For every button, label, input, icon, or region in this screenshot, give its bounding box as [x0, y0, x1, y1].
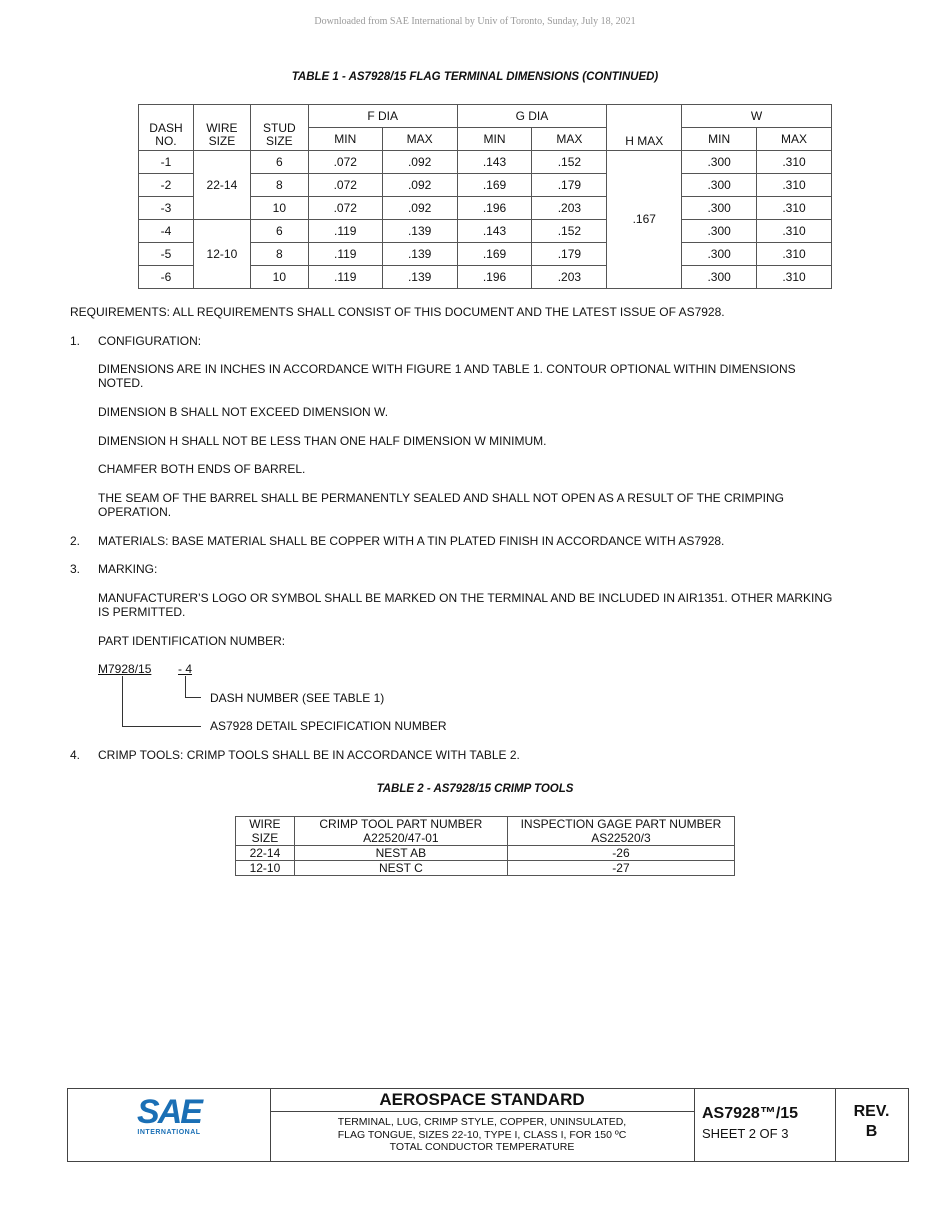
- header-h-max: H MAX: [607, 105, 682, 151]
- stud-cell: 10: [250, 266, 308, 289]
- header-inspection-gage: INSPECTION GAGE PART NUMBER AS22520/3: [507, 817, 734, 846]
- table-row: [139, 220, 832, 243]
- w-max-cell: .310: [757, 151, 832, 174]
- w-min-cell: .300: [682, 151, 757, 174]
- f-min-cell: .119: [308, 266, 382, 289]
- g-min-cell: .169: [457, 174, 532, 197]
- g-max-cell: .179: [532, 243, 607, 266]
- document-description: TERMINAL, LUG, CRIMP STYLE, COPPER, UNINSULATED, FLAG TONGUE, SIZES 22-10, TYPE I, CLASS I, FOR 150 ºC TOTAL CONDUCTOR TEMPERATURE: [337, 1116, 627, 1153]
- title-block: [67, 1088, 909, 1162]
- header-f-dia: F DIA: [308, 105, 457, 128]
- table-row: [236, 846, 735, 861]
- section-1-paragraph: CHAMFER BOTH ENDS OF BARREL.: [98, 462, 306, 476]
- crimp-tool-cell: NEST C: [294, 861, 507, 876]
- header-min: MIN: [457, 128, 532, 151]
- section-4-number: 4.: [70, 748, 81, 762]
- g-min-cell: .143: [457, 151, 532, 174]
- title-cell: [270, 1089, 695, 1161]
- f-max-cell: .092: [382, 197, 457, 220]
- dash-cell: -1: [139, 151, 194, 174]
- dash-number-label: DASH NUMBER (SEE TABLE 1): [210, 691, 385, 705]
- w-max-cell: .310: [757, 243, 832, 266]
- w-max-cell: .310: [757, 174, 832, 197]
- spec-leader-horizontal: [122, 726, 201, 727]
- g-min-cell: .196: [457, 266, 532, 289]
- h-max-cell: .167: [607, 151, 682, 289]
- dash-cell: -4: [139, 220, 194, 243]
- download-watermark: Downloaded from SAE International by Univ of Toronto, Sunday, July 18, 2021: [314, 16, 636, 27]
- g-max-cell: .179: [532, 174, 607, 197]
- g-min-cell: .196: [457, 197, 532, 220]
- w-max-cell: .310: [757, 197, 832, 220]
- g-max-cell: .203: [532, 266, 607, 289]
- doc-number-cell: [694, 1089, 836, 1161]
- g-max-cell: .203: [532, 197, 607, 220]
- dash-cell: -3: [139, 197, 194, 220]
- table-row: [236, 861, 735, 876]
- header-wire-size: WIRE SIZE: [236, 817, 295, 846]
- section-3-paragraph: PART IDENTIFICATION NUMBER:: [98, 634, 286, 648]
- f-min-cell: .072: [308, 174, 382, 197]
- revision-cell: [835, 1089, 908, 1161]
- table1-caption: TABLE 1 - AS7928/15 FLAG TERMINAL DIMENSIONS (CONTINUED): [291, 71, 659, 83]
- header-min: MIN: [682, 128, 757, 151]
- section-3-number: 3.: [70, 562, 81, 576]
- header-w: W: [682, 105, 832, 128]
- stud-cell: 8: [250, 243, 308, 266]
- section-4-text: CRIMP TOOLS: CRIMP TOOLS SHALL BE IN ACCORDANCE WITH TABLE 2.: [98, 748, 520, 762]
- g-min-cell: .169: [457, 243, 532, 266]
- stud-cell: 6: [250, 151, 308, 174]
- dash-cell: -5: [139, 243, 194, 266]
- section-3-paragraph: MANUFACTURER’S LOGO OR SYMBOL SHALL BE MARKED ON THE TERMINAL AND BE INCLUDED IN AIR1351. OTHER MARKING IS PERMITTED.: [98, 591, 833, 619]
- w-max-cell: .310: [757, 266, 832, 289]
- wire-size-cell: 22-14: [193, 151, 250, 220]
- g-max-cell: .152: [532, 151, 607, 174]
- f-min-cell: .072: [308, 151, 382, 174]
- f-max-cell: .139: [382, 220, 457, 243]
- wire-size-cell: 12-10: [193, 220, 250, 289]
- dash-cell: -6: [139, 266, 194, 289]
- wire-size-cell: 12-10: [236, 861, 295, 876]
- stud-cell: 6: [250, 220, 308, 243]
- section-2-text: MATERIALS: BASE MATERIAL SHALL BE COPPER WITH A TIN PLATED FINISH IN ACCORDANCE WITH AS7928.: [98, 534, 725, 548]
- f-max-cell: .092: [382, 174, 457, 197]
- header-min: MIN: [308, 128, 382, 151]
- w-min-cell: .300: [682, 197, 757, 220]
- wire-size-cell: 22-14: [236, 846, 295, 861]
- sheet-number: SHEET 2 OF 3: [702, 1126, 789, 1141]
- table-row: [139, 151, 832, 174]
- revision-value: B: [865, 1123, 878, 1140]
- w-min-cell: .300: [682, 220, 757, 243]
- header-max: MAX: [532, 128, 607, 151]
- w-max-cell: .310: [757, 220, 832, 243]
- section-1-paragraph: DIMENSION H SHALL NOT BE LESS THAN ONE HALF DIMENSION W MINIMUM.: [98, 434, 547, 448]
- stud-cell: 10: [250, 197, 308, 220]
- header-max: MAX: [382, 128, 457, 151]
- sae-logo: SAE INTERNATIONAL: [137, 1093, 201, 1136]
- f-max-cell: .139: [382, 266, 457, 289]
- table2-caption: TABLE 2 - AS7928/15 CRIMP TOOLS: [376, 783, 574, 795]
- header-dash-no: DASH NO.: [139, 105, 194, 151]
- crimp-tool-cell: NEST AB: [294, 846, 507, 861]
- requirements-text: REQUIREMENTS: ALL REQUIREMENTS SHALL CONSIST OF THIS DOCUMENT AND THE LATEST ISSUE OF AS7928.: [70, 305, 725, 319]
- f-min-cell: .119: [308, 220, 382, 243]
- gage-cell: -26: [507, 846, 734, 861]
- section-1-title: CONFIGURATION:: [98, 334, 202, 348]
- f-max-cell: .139: [382, 243, 457, 266]
- gage-cell: -27: [507, 861, 734, 876]
- document-number: AS7928™/15: [702, 1105, 799, 1122]
- dash-leader-horizontal: [185, 697, 201, 698]
- w-min-cell: .300: [682, 174, 757, 197]
- g-min-cell: .143: [457, 220, 532, 243]
- f-min-cell: .119: [308, 243, 382, 266]
- g-max-cell: .152: [532, 220, 607, 243]
- header-g-dia: G DIA: [457, 105, 607, 128]
- header-max: MAX: [757, 128, 832, 151]
- section-2-number: 2.: [70, 534, 81, 548]
- part-number-dash: - 4: [178, 662, 193, 676]
- section-1-paragraph: DIMENSION B SHALL NOT EXCEED DIMENSION W.: [98, 405, 389, 419]
- header-stud-size: STUD SIZE: [250, 105, 308, 151]
- table2: [235, 816, 735, 876]
- w-min-cell: .300: [682, 266, 757, 289]
- header-wire-size: WIRE SIZE: [193, 105, 250, 151]
- section-1-number: 1.: [70, 334, 81, 348]
- dash-leader-vertical: [185, 676, 186, 697]
- logo-cell: [68, 1089, 271, 1161]
- part-number-base: M7928/15: [98, 662, 152, 676]
- stud-cell: 8: [250, 174, 308, 197]
- f-max-cell: .092: [382, 151, 457, 174]
- dash-cell: -2: [139, 174, 194, 197]
- header-crimp-tool: CRIMP TOOL PART NUMBER A22520/47-01: [294, 817, 507, 846]
- spec-leader-vertical: [122, 676, 123, 726]
- section-1-paragraph: DIMENSIONS ARE IN INCHES IN ACCORDANCE WITH FIGURE 1 AND TABLE 1. CONTOUR OPTIONAL WITHIN DIMENSIONS NOTED.: [98, 362, 796, 390]
- f-min-cell: .072: [308, 197, 382, 220]
- spec-number-label: AS7928 DETAIL SPECIFICATION NUMBER: [210, 719, 447, 733]
- w-min-cell: .300: [682, 243, 757, 266]
- document-heading: AEROSPACE STANDARD: [270, 1089, 694, 1112]
- table1: [138, 104, 832, 289]
- section-3-title: MARKING:: [98, 562, 158, 576]
- section-1-paragraph: THE SEAM OF THE BARREL SHALL BE PERMANENTLY SEALED AND SHALL NOT OPEN AS A RESULT OF THE CRIMPING OPERATION.: [98, 491, 784, 519]
- revision-label: REV.: [853, 1103, 890, 1120]
